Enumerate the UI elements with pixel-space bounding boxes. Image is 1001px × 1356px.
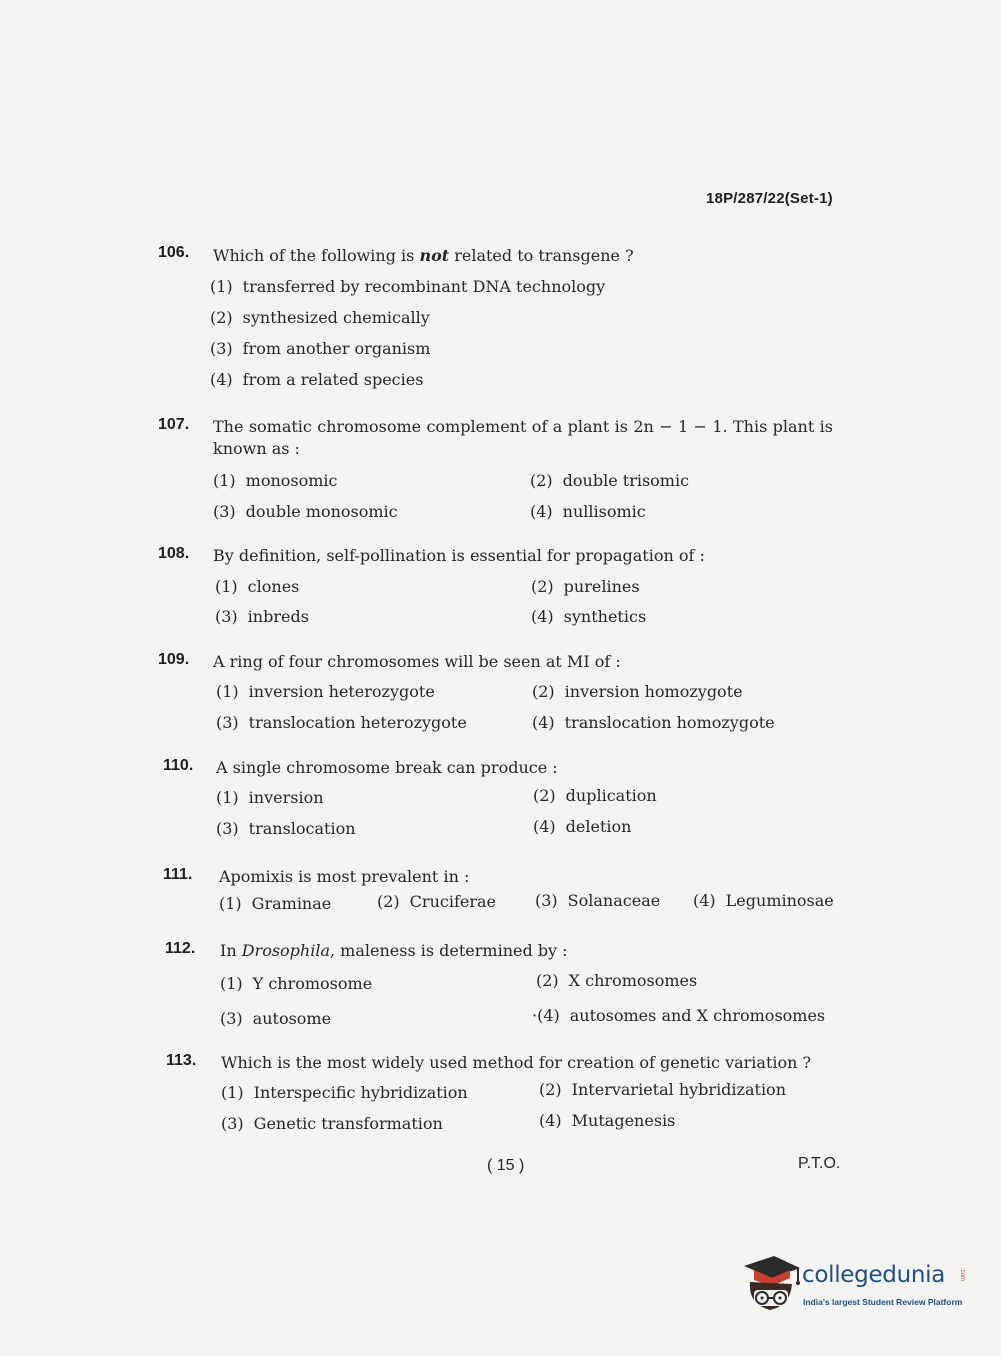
paper-code: 18P/287/22(Set-1) (706, 190, 833, 207)
option-number: (1) (220, 974, 243, 993)
option-text: double trisomic (562, 471, 690, 490)
option-number: (2) (210, 308, 233, 327)
option (213, 471, 338, 490)
question-text: A ring of four chromosomes will be seen at MI of : (213, 652, 621, 671)
question-text (213, 245, 833, 267)
option (221, 1083, 468, 1102)
question-number: 107. (158, 416, 190, 433)
option (693, 891, 834, 910)
option-text: synthesized chemically (242, 308, 430, 327)
option-number: (3) (210, 339, 233, 358)
brand-tagline: India's largest Student Review Platform (803, 1297, 963, 1307)
option-text: clones (247, 577, 300, 596)
option-number: (3) (216, 819, 239, 838)
question-text: A single chromosome break can produce : (216, 758, 558, 777)
option-text: translocation heterozygote (248, 713, 467, 732)
emphasis-text: not (419, 246, 450, 265)
option-text: deletion (565, 817, 632, 836)
pto-label: P.T.O. (798, 1155, 841, 1172)
option-text: from a related species (242, 370, 424, 389)
option-number: (2) (532, 682, 555, 701)
question-number: 109. (158, 651, 190, 668)
option (539, 1111, 675, 1130)
option-number: (4) (530, 502, 553, 521)
option (532, 1006, 825, 1025)
option (216, 713, 467, 732)
option-text: Y chromosome (252, 974, 373, 993)
option (533, 817, 631, 836)
question-number: 111. (163, 866, 193, 883)
option-text: Mutagenesis (571, 1111, 676, 1130)
option (221, 1114, 443, 1133)
option-text: inversion heterozygote (248, 682, 435, 701)
option-number: (4) (533, 817, 556, 836)
question-text-part: In (220, 941, 242, 960)
option (220, 974, 372, 993)
question-number: 113. (166, 1052, 197, 1069)
option (216, 819, 356, 838)
option-number: (2) (536, 971, 559, 990)
option-number: (1) (221, 1083, 244, 1102)
option-number: (3) (216, 713, 239, 732)
option (531, 577, 640, 596)
option-number: (2) (533, 786, 556, 805)
option (213, 502, 398, 521)
option-text: inversion homozygote (564, 682, 743, 701)
option-text: autosomes and X chromosomes (569, 1006, 826, 1025)
option (531, 607, 646, 626)
page-number: ( 15 ) (487, 1157, 525, 1174)
option (377, 892, 496, 911)
question-number: 112. (165, 940, 196, 957)
option (210, 339, 430, 358)
option-text: Graminae (251, 894, 332, 913)
question-text: Which is the most widely used method for creation of genetic variation ? (221, 1053, 812, 1072)
option-text: inbreds (247, 607, 309, 626)
option (210, 308, 430, 327)
option-number: (2) (377, 892, 400, 911)
question-number: 110. (163, 757, 194, 774)
option (210, 370, 423, 389)
option-number: (1) (210, 277, 233, 296)
emphasis-text: Drosophila (241, 941, 330, 960)
option-text: Solanaceae (567, 891, 661, 910)
question-text (213, 416, 833, 460)
option-text: transferred by recombinant DNA technology (242, 277, 606, 296)
option-number: (3) (221, 1114, 244, 1133)
option-number: (3) (215, 607, 238, 626)
option-number: (4) (532, 713, 555, 732)
question-text (220, 940, 840, 962)
option-number: (2) (531, 577, 554, 596)
question-number: 108. (158, 545, 190, 562)
option-text: Interspecific hybridization (253, 1083, 468, 1102)
option (530, 502, 646, 521)
brand-name: collegedunia (802, 1262, 946, 1288)
option (536, 971, 697, 990)
option-text: translocation homozygote (564, 713, 775, 732)
option-number: (3) (220, 1009, 243, 1028)
option-text: double monosomic (245, 502, 398, 521)
option-text: inversion (248, 788, 324, 807)
option-text: autosome (252, 1009, 332, 1028)
question-text-line: known as : (213, 439, 300, 458)
collegedunia-logo[interactable] (740, 1250, 970, 1320)
option-number: (1) (216, 682, 239, 701)
option-text: synthetics (563, 607, 647, 626)
question-text-line: The somatic chromosome complement of a plant is 2n − 1 − 1. This plant is (213, 417, 833, 436)
option-text: Leguminosae (725, 891, 834, 910)
question-text: By definition, self-pollination is essential for propagation of : (213, 546, 705, 565)
option (533, 786, 657, 805)
option-text: translocation (248, 819, 356, 838)
option-text: from another organism (242, 339, 431, 358)
option (216, 682, 435, 701)
option (219, 894, 331, 913)
question-text: Apomixis is most prevalent in : (219, 867, 470, 886)
option-number: ·(4) (532, 1006, 560, 1025)
option (215, 577, 299, 596)
option (220, 1009, 331, 1028)
option-number: (1) (219, 894, 242, 913)
option (210, 277, 605, 296)
mascot-icon (740, 1250, 802, 1316)
option-number: (2) (530, 471, 553, 490)
option-text: Genetic transformation (253, 1114, 443, 1133)
question-text-part: related to transgene ? (449, 246, 634, 265)
option-number: (1) (215, 577, 238, 596)
option-number: (4) (693, 891, 716, 910)
option-number: (3) (213, 502, 236, 521)
option (532, 713, 775, 732)
option-number: (1) (216, 788, 239, 807)
option-number: (4) (531, 607, 554, 626)
option-number: (4) (210, 370, 233, 389)
option-number: (1) (213, 471, 236, 490)
question-text-part: , maleness is determined by : (330, 941, 568, 960)
brand-domain: .com (959, 1268, 965, 1282)
option-text: purelines (563, 577, 640, 596)
option-number: (4) (539, 1111, 562, 1130)
option-number: (2) (539, 1080, 562, 1099)
option (216, 788, 324, 807)
question-number: 106. (158, 244, 190, 261)
option-number: (3) (535, 891, 558, 910)
option (532, 682, 743, 701)
option-text: nullisomic (562, 502, 646, 521)
option-text: X chromosomes (568, 971, 698, 990)
option-text: monosomic (245, 471, 338, 490)
option (539, 1080, 786, 1099)
option-text: duplication (565, 786, 657, 805)
option (530, 471, 689, 490)
question-text-part: Which of the following is (213, 246, 420, 265)
option-text: Intervarietal hybridization (571, 1080, 786, 1099)
option (535, 891, 660, 910)
option (215, 607, 309, 626)
option-text: Cruciferae (409, 892, 496, 911)
